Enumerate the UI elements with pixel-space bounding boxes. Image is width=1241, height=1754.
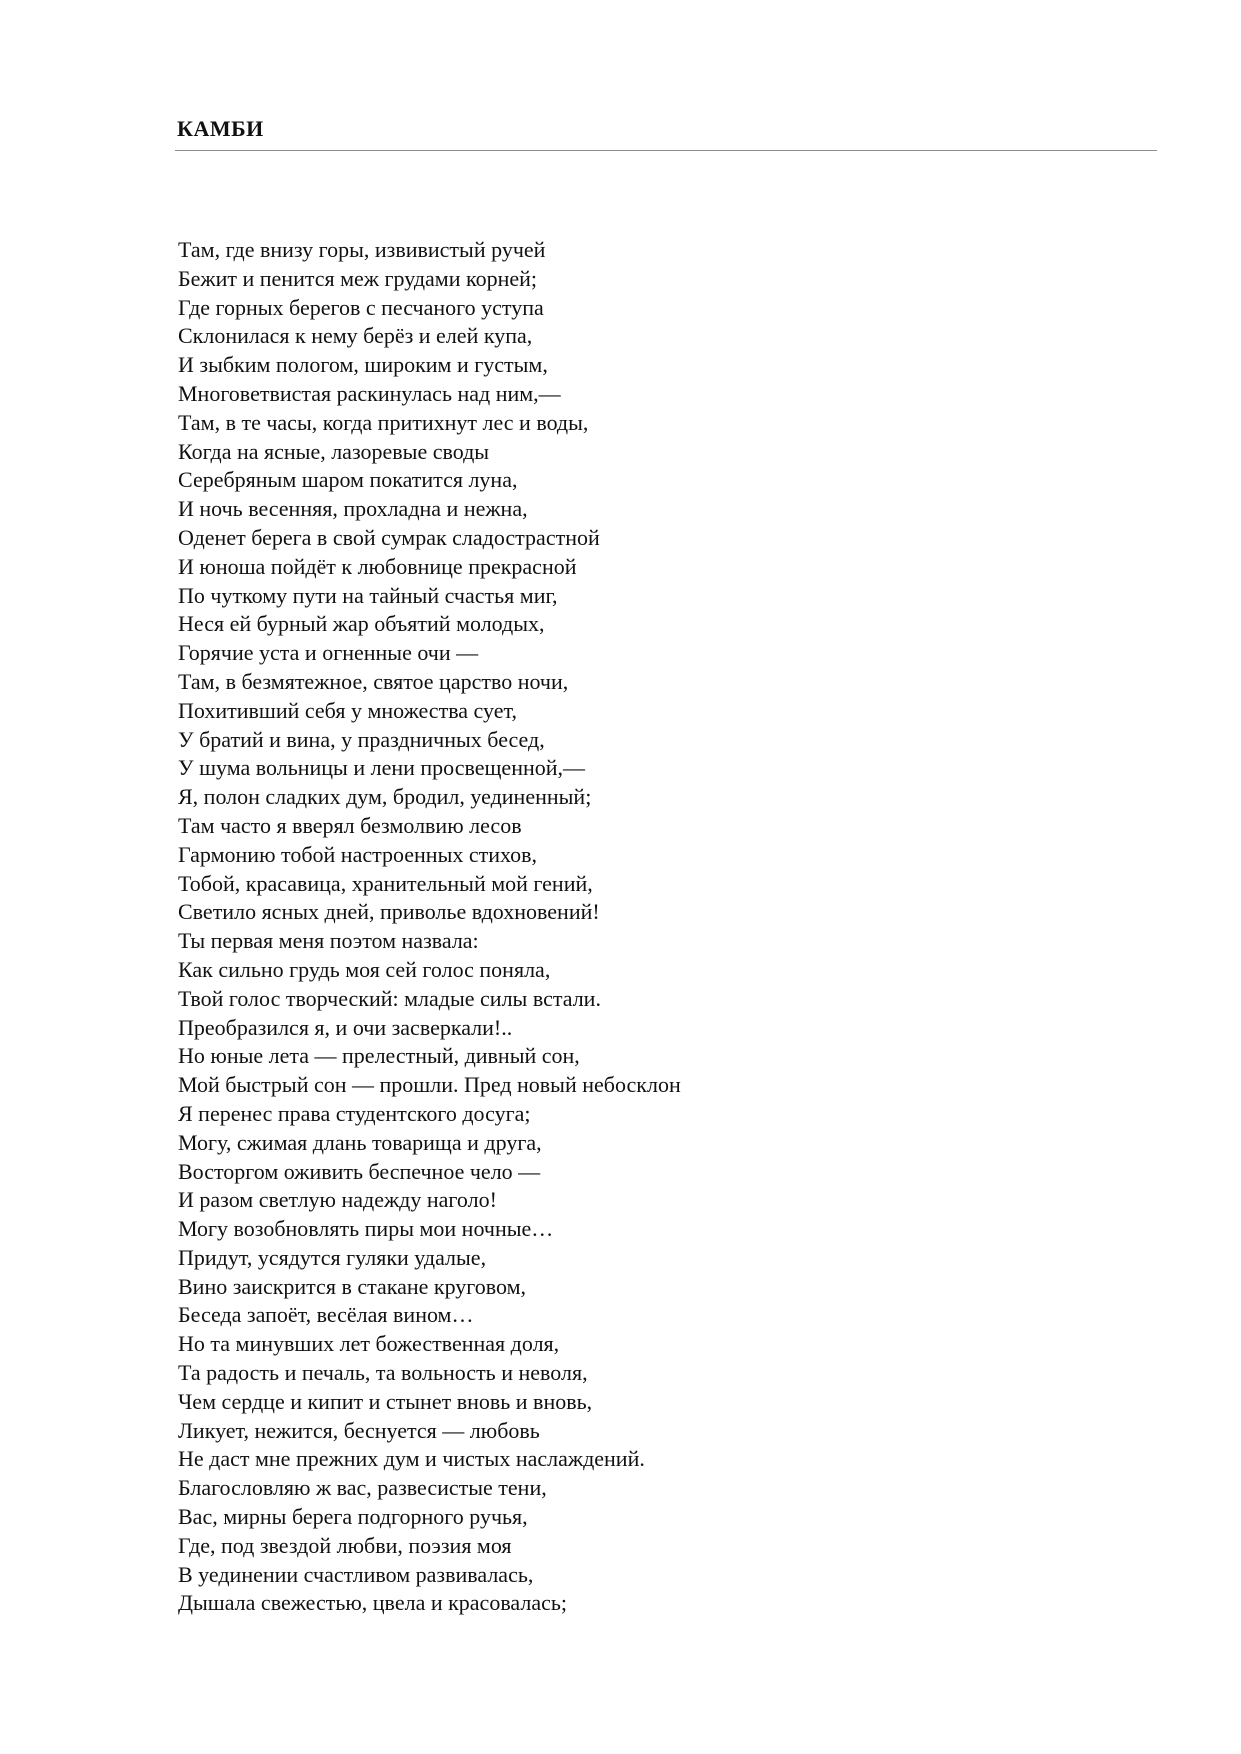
poem-line: Как сильно грудь моя сей голос поняла,: [178, 956, 551, 982]
poem-line: Ты первая меня поэтом назвала:: [178, 928, 479, 954]
poem-line: Вино заискрится в стакане круговом,: [178, 1273, 527, 1299]
poem-line: Но та минувших лет божественная доля,: [178, 1331, 560, 1357]
poem-line: И разом светлую надежду наголо!: [178, 1187, 497, 1213]
poem-line: Там, где внизу горы, извивистый ручей: [178, 237, 546, 262]
poem-line: Мой быстрый сон — прошли. Пред новый небосклон: [178, 1072, 681, 1098]
poem-line: Я, полон сладких дум, бродил, уединенный;: [178, 784, 592, 810]
poem-line: Придут, усядутся гуляки удалые,: [178, 1244, 487, 1270]
poem-line: Когда на ясные, лазоревые своды: [178, 438, 490, 464]
poem-line: У шума вольницы и лени просвещенной,—: [178, 755, 586, 781]
poem-line: По чуткому пути на тайный счастья миг,: [178, 582, 558, 608]
poem-line: Горячие уста и огненные очи —: [178, 640, 479, 666]
poem-line: И ночь весенняя, прохладна и нежна,: [178, 496, 528, 522]
poem-line: Беседа запоёт, весёлая вином…: [178, 1302, 474, 1328]
poem-line: Где горных берегов с песчаного уступа: [178, 294, 544, 320]
poem-line: Чем сердце и кипит и стынет вновь и вновь,: [178, 1388, 593, 1414]
poem-line: У братий и вина, у праздничных бесед,: [178, 726, 545, 752]
poem-line: В уединении счастливом развивалась,: [178, 1561, 534, 1587]
poem-line: И зыбким пологом, широким и густым,: [178, 352, 548, 378]
poem-line: Но юные лета — прелестный, дивный сон,: [178, 1043, 580, 1069]
poem-line: Благословляю ж вас, развесистые тени,: [178, 1475, 547, 1501]
page-header: [175, 116, 1157, 151]
poem-line: Там, в те часы, когда притихнут лес и воды,: [178, 409, 589, 435]
poem-line: Могу возобновлять пиры мои ночные…: [178, 1216, 554, 1242]
poem-line: Восторгом оживить беспечное чело —: [178, 1158, 541, 1184]
poem-line: Там, в безмятежное, святое царство ночи,: [178, 668, 569, 694]
poem-line: Серебряным шаром покатится луна,: [178, 467, 518, 493]
poem-line: Ликует, нежится, беснуется — любовь: [178, 1417, 540, 1443]
poem-line: Гармонию тобой настроенных стихов,: [178, 841, 538, 867]
poem-line: Похитивший себя у множества сует,: [178, 697, 517, 723]
poem-line: Бежит и пенится меж грудами корней;: [178, 265, 537, 291]
poem-line: Оденет берега в свой сумрак сладострастной: [178, 524, 600, 550]
poem-body: [178, 236, 1078, 1618]
poem-line: Многоветвистая раскинулась над ним,—: [178, 380, 561, 406]
poem-line: Неся ей бурный жар объятий молодых,: [178, 611, 545, 637]
poem-line: Я перенес права студентского досуга;: [178, 1100, 531, 1126]
poem-line: Та радость и печаль, та вольность и неволя,: [178, 1360, 588, 1386]
poem-line: Светило ясных дней, приволье вдохновений!: [178, 899, 600, 925]
page-title: КАМБИ: [177, 116, 264, 141]
poem-line: Склонилася к нему берёз и елей купа,: [178, 323, 533, 349]
poem-line: Где, под звездой любви, поэзия моя: [178, 1532, 512, 1558]
poem-line: Не даст мне прежних дум и чистых наслаждений.: [178, 1446, 645, 1472]
poem-line: Дышала свежестью, цвела и красовалась;: [178, 1590, 568, 1616]
poem-line: Тобой, красавица, хранительный мой гений,: [178, 870, 593, 896]
poem-line: Могу, сжимая длань товарища и друга,: [178, 1129, 542, 1155]
poem-line: Преобразился я, и очи засверкали!..: [178, 1014, 513, 1040]
poem-line: Вас, мирны берега подгорного ручья,: [178, 1504, 528, 1530]
poem-line: И юноша пойдёт к любовнице прекрасной: [178, 553, 577, 579]
poem-line: Твой голос творческий: младые силы встали.: [178, 985, 601, 1011]
poem-line: Там часто я вверял безмолвию лесов: [178, 812, 522, 838]
